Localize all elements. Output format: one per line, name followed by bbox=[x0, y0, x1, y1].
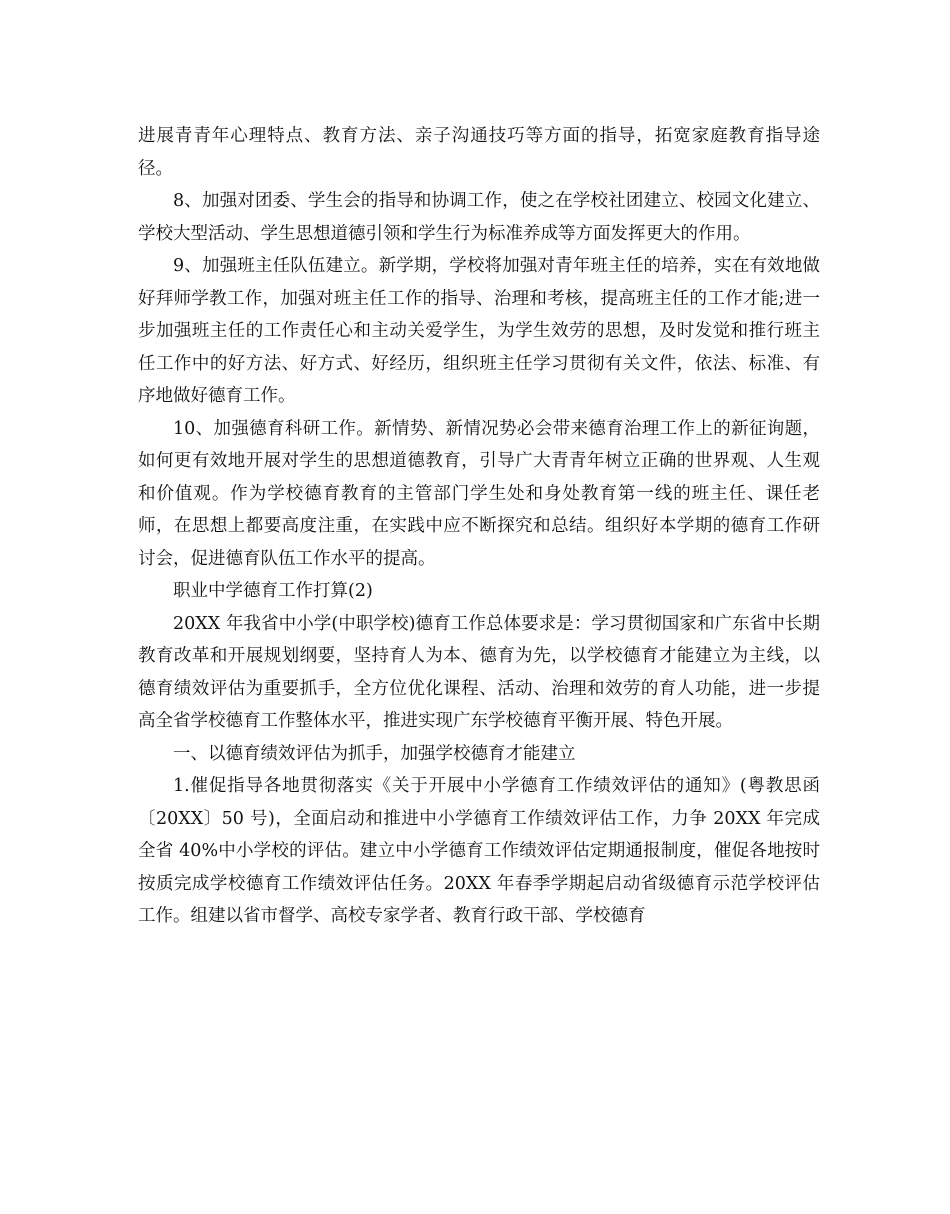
paragraph-guidance-continuation: 进展青青年心理特点、教育方法、亲子沟通技巧等方面的指导，拓宽家庭教育指导途径。 bbox=[138, 126, 820, 179]
paragraph-point-1: 1.催促指导各地贯彻落实《关于开展中小学德育工作绩效评估的通知》(粤教思函〔20XX〕50 号)，全面启动和推进中小学德育工作绩效评估工作，力争 20XX 年完成全省 40%中小学校的评估。建立中小学德育工作绩效评估定期通报制度，催促各地按时按质完成学校德育工作绩效评估任务。20XX 年春季学期起启动省级德育示范学校评估工作。组建以省市督学、高校专家学者、教育行政干部、学校德育 bbox=[138, 776, 820, 926]
paragraph-item-9: 9、加强班主任队伍建立。新学期，学校将加强对青年班主任的培养，实在有效地做好拜师学教工作，加强对班主任工作的指导、治理和考核，提高班主任的工作才能;进一步加强班主任的工作责任心和主动关爱学生，为学生效劳的思想，及时发觉和推行班主任工作中的好方法、好方式、好经历，组织班主任学习贯彻有关文件，依法、标准、有序地做好德育工作。 bbox=[138, 256, 820, 406]
paragraph-item-8: 8、加强对团委、学生会的指导和协调工作，使之在学校社团建立、校园文化建立、学校大型活动、学生思想道德引领和学生行为标准养成等方面发挥更大的作用。 bbox=[138, 191, 820, 244]
document-body bbox=[138, 120, 820, 933]
section-heading-plan-2: 职业中学德育工作打算(2) bbox=[173, 581, 373, 601]
paragraph-item-10: 10、加强德育科研工作。新情势、新情况势必会带来德育治理工作上的新征询题，如何更有效地开展对学生的思想道德教育，引导广大青青年树立正确的世界观、人生观和价值观。作为学校德育教育的主管部门学生处和身处教育第一线的班主任、课任老师，在思想上都要高度注重，在实践中应不断探究和总结。组织好本学期的德育工作研讨会，促进德育队伍工作水平的提高。 bbox=[138, 418, 820, 569]
paragraph-overall-requirements: 20XX 年我省中小学(中职学校)德育工作总体要求是：学习贯彻国家和广东省中长期教育改革和开展规划纲要，坚持育人为本、德育为先，以学校德育才能建立为主线，以德育绩效评估为重要抓手，全方位优化课程、活动、治理和效劳的育人功能，进一步提高全省学校德育工作整体水平，推进实现广东学校德育平衡开展、特色开展。 bbox=[138, 613, 820, 731]
section-heading-part-1: 一、以德育绩效评估为抓手，加强学校德育才能建立 bbox=[173, 743, 576, 764]
